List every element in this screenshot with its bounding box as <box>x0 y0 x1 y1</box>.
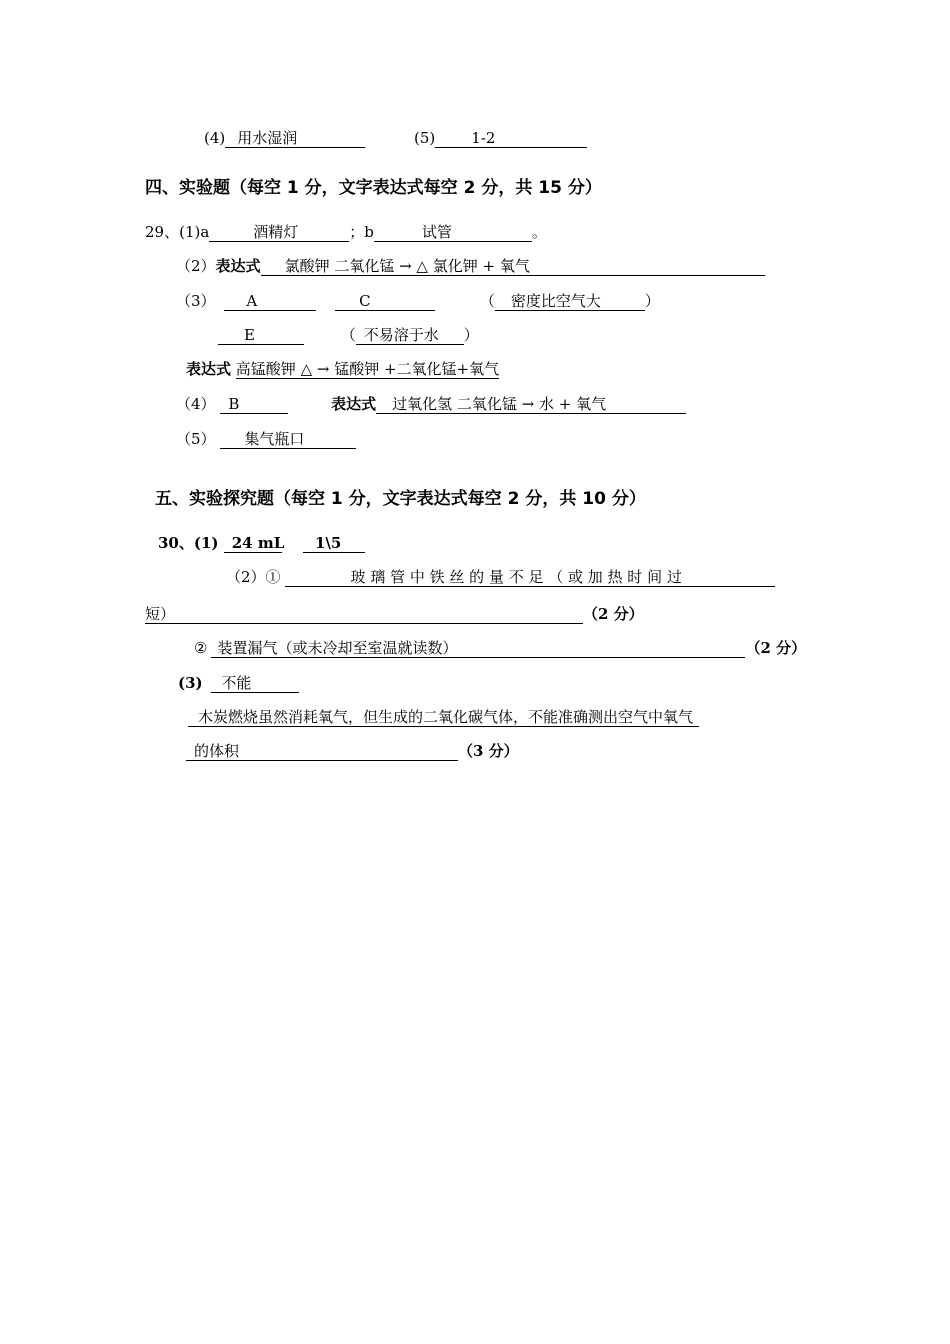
q29-p4 <box>176 394 686 414</box>
q29-p3-label: （3） <box>176 292 216 310</box>
q30-p2-line2 <box>145 604 644 624</box>
q29-p1-sep: ；b <box>349 223 374 241</box>
q30-p3-answer: 不能 <box>211 674 299 693</box>
q29-p5-answer: 集气瓶口 <box>220 430 356 449</box>
q29-p3-expr-row <box>186 359 499 379</box>
q28-row <box>204 128 365 148</box>
q29-p4-expr: 过氧化氢 二氧化锰 → 水 + 氧气 <box>376 395 686 414</box>
q30-p2-answer1-line1: 玻 璃 管 中 铁 丝 的 量 不 足 （ 或 加 热 时 间 过 <box>285 568 775 587</box>
q29-p3-reason1: 密度比空气大 <box>495 292 645 311</box>
q29-p4-label: （4） <box>176 395 216 413</box>
q30-p1-a: 24 mL <box>224 534 282 553</box>
q30-p3-score: （3 分） <box>458 742 519 760</box>
section5-title: 五、实验探究题（每空 1 分，文字表达式每空 2 分，共 10 分） <box>155 489 646 509</box>
q29-p3-expr-label: 表达式 <box>186 360 232 378</box>
q29-p4-expr-label: 表达式 <box>331 395 377 413</box>
q30-p3-reason-line1: 木炭燃烧虽然消耗氧气，但生成的二氧化碳气体，不能准确测出空气中氧气 <box>188 708 699 727</box>
q28-p4-label: (4) <box>204 129 226 147</box>
q29-p1-a: 酒精灯 <box>209 223 349 242</box>
q28-row-p5 <box>414 128 587 148</box>
q29-p5 <box>176 429 356 449</box>
q29-p5-label: （5） <box>176 430 216 448</box>
q30-p3-label: (3) <box>178 674 203 692</box>
q29-p1-prefix: 29、(1)a <box>145 223 210 241</box>
q29-p1-b: 试管 <box>374 223 532 242</box>
q28-p5-answer: 1-2 <box>435 129 587 148</box>
q30-p3-reason1-row <box>188 707 699 727</box>
q29-p3-row1: （3） A C （ 密度比空气大 ） <box>176 292 660 310</box>
q30-p2-score1: （2 分） <box>583 605 644 623</box>
q29-p3-a2: C <box>335 292 435 311</box>
q30-p1-b: 1\5 <box>303 534 365 553</box>
section4-title: 四、实验题（每空 1 分，文字表达式每空 2 分，共 15 分） <box>145 178 602 198</box>
q29-p3-reason2: 不易溶于水 <box>356 326 464 345</box>
q29-p3-row2: E （ 不易溶于水 ） <box>218 325 479 345</box>
q30-p2-circle2: ② <box>194 639 208 657</box>
q29-p3-expr: 高锰酸钾 △ → 锰酸钾 +二氧化锰+氧气 <box>235 360 500 378</box>
q29-p3-a3: E <box>218 326 304 345</box>
q29-p2-label: （2） <box>176 257 216 275</box>
q28-p4-answer: 用水湿润 <box>225 129 365 148</box>
q29-p1-end: 。 <box>531 223 547 241</box>
q29-p2-expr: 氯酸钾 二氧化锰 → △ 氯化钾 + 氧气 <box>261 257 765 276</box>
q30-p1-label: 30、(1) <box>158 534 219 552</box>
q29-p3-a1: A <box>224 292 316 311</box>
q30-p2-line3 <box>194 638 806 658</box>
q30-p2-answer1-line2: 短） <box>145 605 583 624</box>
q30-p2-score2: （2 分） <box>745 639 807 657</box>
q30-p3-reason-line2: 的体积 <box>186 742 458 761</box>
q29-p4-answer: B <box>220 395 288 414</box>
q29-p2 <box>176 256 765 276</box>
q30-p3-reason2-row <box>186 741 519 761</box>
q28-p5-label: (5) <box>414 129 436 147</box>
q29-p2-expr-label: 表达式 <box>215 257 261 275</box>
q30-p3 <box>178 673 299 693</box>
q30-p2-line1 <box>226 567 775 587</box>
q30-p1 <box>158 533 365 553</box>
q30-p2-label: （2）① <box>226 568 281 586</box>
q29-p1 <box>145 222 547 242</box>
q30-p2-answer2: 装置漏气（或未冷却至室温就读数） <box>211 639 745 658</box>
